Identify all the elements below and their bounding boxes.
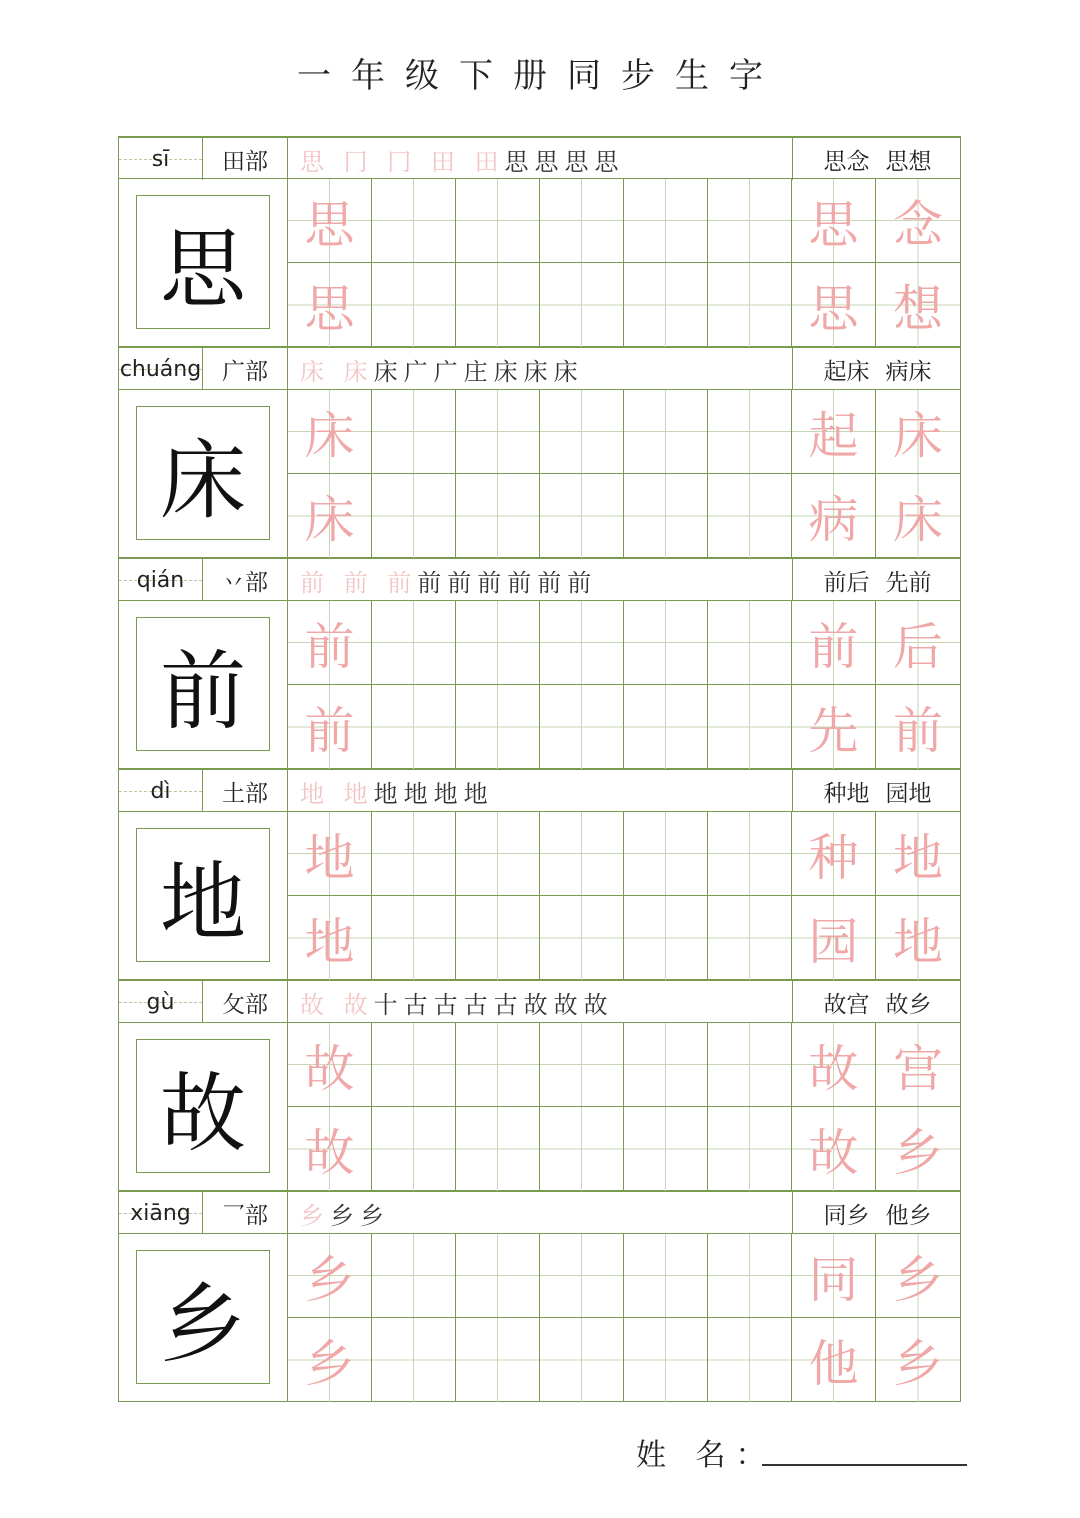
tian-grid-cell[interactable]: 乡 (876, 1107, 960, 1191)
practice-body (118, 389, 961, 558)
tian-grid-cell[interactable]: 地 (876, 896, 960, 980)
tian-grid-cell[interactable] (372, 1023, 456, 1107)
tian-grid-cell[interactable] (540, 1107, 624, 1191)
tian-grid-cell[interactable] (708, 1318, 792, 1402)
tian-grid-cell[interactable]: 床 (288, 474, 372, 558)
tian-grid-cell[interactable] (708, 685, 792, 769)
model-character-cell (119, 1234, 288, 1401)
tian-grid-cell[interactable]: 后 (876, 601, 960, 685)
tian-grid-cell[interactable] (540, 179, 624, 263)
tian-grid-cell[interactable]: 乡 (876, 1234, 960, 1318)
tian-grid-cell[interactable] (624, 896, 708, 980)
tian-grid-cell[interactable]: 乡 (288, 1234, 372, 1318)
radical-cell: 土部 (203, 770, 288, 812)
tian-grid (288, 812, 960, 979)
tian-grid-cell[interactable] (372, 812, 456, 896)
vocabulary-cell (793, 138, 962, 180)
pinyin-text: chuáng (119, 356, 202, 382)
tian-grid-cell[interactable]: 床 (876, 390, 960, 474)
stroke-order-text: 床广广庄床床床 (373, 357, 584, 386)
model-character: 床 (136, 406, 270, 540)
tian-grid-cell[interactable]: 念 (876, 179, 960, 263)
stroke-order-text: 地地地地 (373, 779, 494, 808)
tian-grid-cell[interactable] (372, 1234, 456, 1318)
pinyin-cell (119, 138, 203, 180)
pinyin-cell (119, 348, 203, 390)
pinyin-text: gù (146, 989, 175, 1015)
character-block (118, 347, 961, 558)
tian-grid (288, 390, 960, 557)
vocabulary-word: 故宫 (823, 991, 870, 1018)
tian-grid-cell[interactable]: 前 (792, 601, 876, 685)
tian-grid-cell[interactable]: 地 (876, 812, 960, 896)
tian-grid-cell[interactable]: 前 (876, 685, 960, 769)
tian-grid-cell[interactable] (624, 263, 708, 347)
model-character: 前 (136, 617, 270, 751)
stroke-order-cell (288, 1192, 793, 1234)
tian-grid-cell[interactable] (456, 685, 540, 769)
tian-grid-cell[interactable] (708, 1023, 792, 1107)
stroke-order-faint: 思 冂 冂 田 田 (300, 147, 505, 176)
practice-body (118, 178, 961, 347)
tian-grid-cell[interactable]: 起 (792, 390, 876, 474)
tian-grid-cell[interactable]: 先 (792, 685, 876, 769)
vocabulary-word: 起床 (823, 358, 870, 385)
tian-grid (288, 1234, 960, 1401)
tian-grid-cell[interactable] (456, 390, 540, 474)
radical-cell: 田部 (203, 138, 288, 180)
tian-grid-cell[interactable] (540, 474, 624, 558)
stroke-order-cell (288, 770, 793, 812)
character-block (118, 136, 961, 347)
stroke-order-text: 前前前前前前 (417, 568, 598, 597)
vocabulary-word: 前后 (823, 569, 870, 596)
stroke-order-cell (288, 981, 793, 1023)
pinyin-cell (119, 981, 203, 1023)
tian-grid-cell[interactable]: 思 (792, 263, 876, 347)
tian-grid-cell[interactable] (708, 390, 792, 474)
character-header-row (118, 558, 961, 600)
tian-grid (288, 179, 960, 346)
tian-grid-cell[interactable] (540, 601, 624, 685)
vocabulary-word: 思想 (885, 148, 932, 175)
tian-grid-cell[interactable]: 乡 (288, 1318, 372, 1402)
radical-cell: 攵部 (203, 981, 288, 1023)
tian-grid-cell[interactable] (372, 390, 456, 474)
tian-grid-cell[interactable] (624, 1023, 708, 1107)
tian-grid-cell[interactable] (372, 474, 456, 558)
character-header-row (118, 347, 961, 389)
stroke-order-faint: 床 床 (300, 357, 374, 386)
vocabulary-word: 病床 (885, 358, 932, 385)
tian-grid-cell[interactable] (456, 601, 540, 685)
tian-grid-cell[interactable]: 思 (288, 179, 372, 263)
vocabulary-word: 同乡 (823, 1202, 870, 1229)
character-block (118, 1191, 961, 1402)
character-block (118, 769, 961, 980)
tian-grid-cell[interactable] (708, 896, 792, 980)
tian-grid-cell[interactable]: 地 (288, 812, 372, 896)
page-title: 一年级下册同步生字 (297, 56, 783, 96)
tian-grid-cell[interactable] (372, 263, 456, 347)
stroke-order-faint: 乡 (300, 1201, 330, 1230)
model-character-cell (119, 812, 288, 979)
practice-body (118, 600, 961, 769)
model-character: 故 (136, 1039, 270, 1173)
practice-body (118, 1022, 961, 1191)
tian-grid-cell[interactable] (708, 474, 792, 558)
vocabulary-word: 故乡 (885, 991, 932, 1018)
tian-grid-cell[interactable]: 思 (288, 263, 372, 347)
tian-grid-cell[interactable] (540, 263, 624, 347)
model-character: 地 (136, 828, 270, 962)
tian-grid-cell[interactable]: 他 (792, 1318, 876, 1402)
stroke-order-cell (288, 138, 793, 180)
vocabulary-cell (793, 770, 962, 812)
stroke-order-faint: 地 地 (300, 779, 374, 808)
tian-grid-cell[interactable]: 宫 (876, 1023, 960, 1107)
tian-grid-cell[interactable]: 思 (792, 179, 876, 263)
tian-grid-cell[interactable] (708, 263, 792, 347)
tian-grid (288, 601, 960, 768)
tian-grid-cell[interactable]: 种 (792, 812, 876, 896)
model-character: 思 (136, 195, 270, 329)
tian-grid-cell[interactable] (456, 812, 540, 896)
tian-grid-cell[interactable] (456, 1318, 540, 1402)
tian-grid-cell[interactable]: 想 (876, 263, 960, 347)
tian-grid-cell[interactable]: 前 (288, 685, 372, 769)
tian-grid-cell[interactable] (456, 1023, 540, 1107)
vocabulary-cell (793, 1192, 962, 1234)
tian-grid-cell[interactable] (456, 896, 540, 980)
vocabulary-cell (793, 348, 962, 390)
tian-grid-cell[interactable] (456, 1107, 540, 1191)
pinyin-cell (119, 1192, 203, 1234)
stroke-order-text: 乡乡 (330, 1201, 390, 1230)
pinyin-text: xiāng (130, 1200, 191, 1226)
pinyin-text: qián (136, 567, 185, 593)
vocabulary-cell (793, 981, 962, 1023)
practice-body (118, 1233, 961, 1402)
tian-grid-cell[interactable] (708, 812, 792, 896)
radical-cell: 广部 (203, 348, 288, 390)
tian-grid-cell[interactable] (540, 1234, 624, 1318)
radical-cell: 乛部 (203, 1192, 288, 1234)
tian-grid-cell[interactable] (372, 601, 456, 685)
tian-grid-cell[interactable] (540, 390, 624, 474)
tian-grid-cell[interactable]: 故 (288, 1107, 372, 1191)
pinyin-cell (119, 559, 203, 601)
pinyin-text: dì (150, 778, 171, 804)
tian-grid-cell[interactable] (624, 1234, 708, 1318)
tian-grid-cell[interactable] (372, 1318, 456, 1402)
vocabulary-cell (793, 559, 962, 601)
vocabulary-word: 园地 (885, 780, 932, 807)
tian-grid-cell[interactable]: 乡 (876, 1318, 960, 1402)
tian-grid-cell[interactable] (372, 1107, 456, 1191)
pinyin-cell (119, 770, 203, 812)
vocabulary-word: 种地 (823, 780, 870, 807)
character-header-row (118, 1191, 961, 1233)
tian-grid-cell[interactable] (456, 1234, 540, 1318)
tian-grid-cell[interactable] (372, 179, 456, 263)
tian-grid-cell[interactable] (540, 685, 624, 769)
tian-grid (288, 1023, 960, 1190)
tian-grid-cell[interactable]: 故 (792, 1107, 876, 1191)
stroke-order-text: 十古古古古故故故 (373, 990, 614, 1019)
radical-cell: 丷部 (203, 559, 288, 601)
tian-grid-cell[interactable] (624, 1107, 708, 1191)
model-character: 乡 (136, 1250, 270, 1384)
tian-grid-cell[interactable] (624, 179, 708, 263)
stroke-order-cell (288, 559, 793, 601)
tian-grid-cell[interactable] (624, 1318, 708, 1402)
model-character-cell (119, 179, 288, 346)
character-header-row (118, 980, 961, 1022)
character-header-row (118, 769, 961, 811)
tian-grid-cell[interactable] (540, 1023, 624, 1107)
tian-grid-cell[interactable]: 床 (288, 390, 372, 474)
tian-grid-cell[interactable] (372, 685, 456, 769)
character-header-row (118, 136, 961, 178)
tian-grid-cell[interactable] (624, 685, 708, 769)
tian-grid-cell[interactable] (456, 179, 540, 263)
tian-grid-cell[interactable] (708, 1107, 792, 1191)
tian-grid-cell[interactable]: 故 (792, 1023, 876, 1107)
vocabulary-word: 思念 (823, 148, 870, 175)
tian-grid-cell[interactable] (540, 1318, 624, 1402)
tian-grid-cell[interactable] (624, 601, 708, 685)
name-label: 姓 名： (636, 1438, 776, 1473)
vocabulary-word: 先前 (885, 569, 932, 596)
tian-grid-cell[interactable] (540, 896, 624, 980)
name-input-line[interactable] (762, 1464, 967, 1466)
stroke-order-text: 思思思思 (504, 147, 625, 176)
practice-body (118, 811, 961, 980)
tian-grid-cell[interactable]: 病 (792, 474, 876, 558)
tian-grid-cell[interactable] (624, 812, 708, 896)
practice-sheet (118, 136, 961, 1402)
tian-grid-cell[interactable]: 地 (288, 896, 372, 980)
stroke-order-faint: 故 故 (300, 990, 374, 1019)
model-character-cell (119, 1023, 288, 1190)
tian-grid-cell[interactable] (456, 263, 540, 347)
tian-grid-cell[interactable] (624, 474, 708, 558)
tian-grid-cell[interactable]: 床 (876, 474, 960, 558)
vocabulary-word: 他乡 (885, 1202, 932, 1229)
tian-grid-cell[interactable] (708, 1234, 792, 1318)
tian-grid-cell[interactable]: 前 (288, 601, 372, 685)
tian-grid-cell[interactable] (708, 601, 792, 685)
tian-grid-cell[interactable] (372, 896, 456, 980)
model-character-cell (119, 601, 288, 768)
tian-grid-cell[interactable]: 故 (288, 1023, 372, 1107)
tian-grid-cell[interactable] (708, 179, 792, 263)
tian-grid-cell[interactable]: 同 (792, 1234, 876, 1318)
stroke-order-cell (288, 348, 793, 390)
tian-grid-cell[interactable] (624, 390, 708, 474)
tian-grid-cell[interactable] (456, 474, 540, 558)
tian-grid-cell[interactable]: 园 (792, 896, 876, 980)
model-character-cell (119, 390, 288, 557)
stroke-order-faint: 前 前 前 (300, 568, 418, 597)
character-block (118, 980, 961, 1191)
pinyin-text: sī (151, 146, 170, 172)
character-block (118, 558, 961, 769)
tian-grid-cell[interactable] (540, 812, 624, 896)
